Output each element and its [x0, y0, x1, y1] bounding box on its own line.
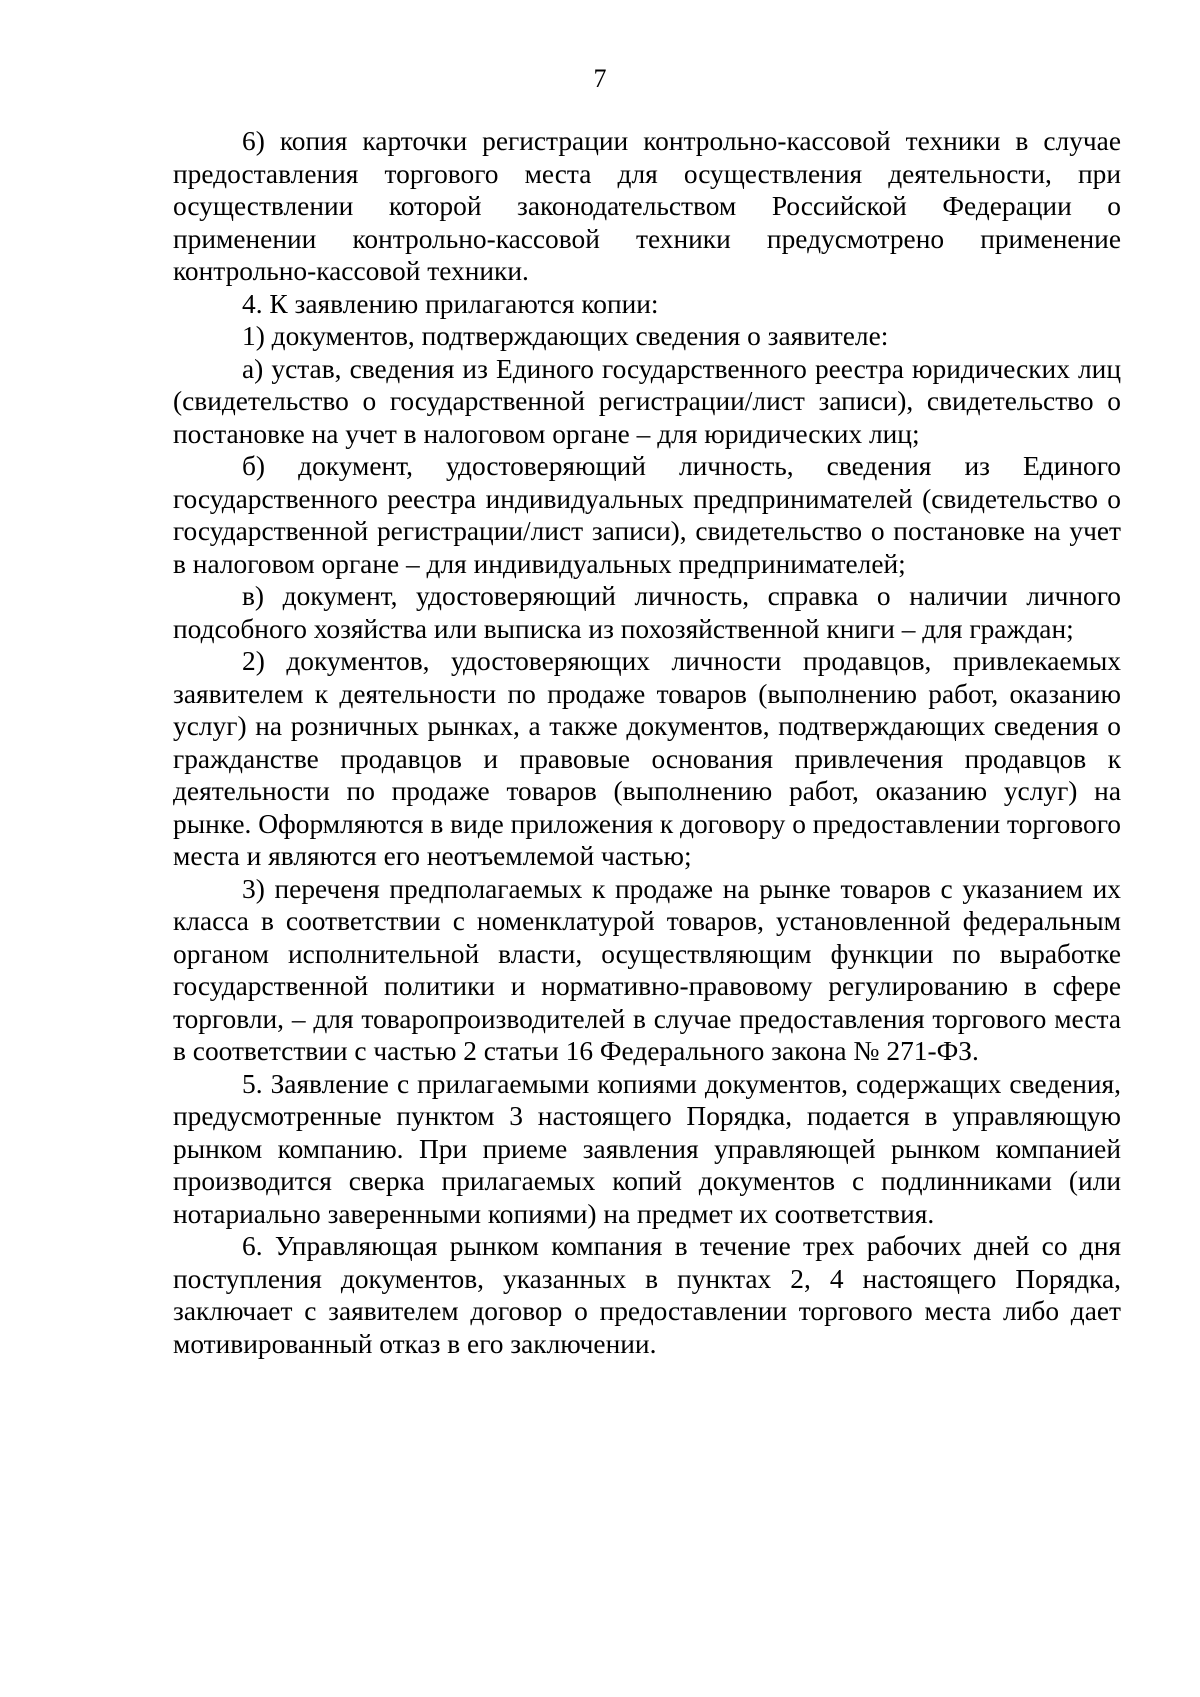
paragraph-section-4: 4. К заявлению прилагаются копии: [242, 288, 659, 319]
paragraph-item-6-kkt-card: 6) копия карточки регистрации контрольно-кассовой техники в случае предоставления торгового места для осуществления деятельности, при осуществлении которой законодательством Российской Федерации о применении контрольно-кассовой техники предусмотрено применение контрольно-кассовой техники. [173, 126, 1121, 286]
paragraph-subitem-a: а) устав, сведения из Единого государственного реестра юридических лиц (свидетельство о государственной регистрации/лист записи), свидетельство о постановке на учет в налоговом органе – для юридических лиц; [173, 353, 1121, 449]
document-body [173, 125, 1121, 1360]
paragraph-section-6: 6. Управляющая рынком компания в течение трех рабочих дней со дня поступления документов, указанных в пунктах 2, 4 настоящего Порядка, заключает с заявителем договор о предоставлении торгового места либо дает мотивированный отказ в его заключении. [173, 1231, 1121, 1359]
paragraph-item-1: 1) документов, подтверждающих сведения о заявителе: [242, 321, 889, 351]
paragraph-item-2: 2) документов, удостоверяющих личности продавцов, привлекаемых заявителем к деятельности по продаже товаров (выполнению работ, оказанию услуг) на розничных рынках, а также документов, подтверждающих сведения о гражданстве продавцов и правовые основания привлечения продавцов к деятельности по продаже товаров (выполнению работ, оказанию услуг) на рынке. Оформляются в виде приложения к договору о предоставлении торгового места и являются его неотъемлемой частью; [173, 646, 1121, 871]
paragraph-section-5: 5. Заявление с прилагаемыми копиями документов, содержащих сведения, предусмотренные пунктом 3 настоящего Порядка, подается в управляющую рынком компанию. При приеме заявления управляющей рынком компанией производится сверка прилагаемых копий документов с подлинниками (или нотариально заверенными копиями) на предмет их соответствия. [173, 1068, 1121, 1229]
paragraph-subitem-b: б) документ, удостоверяющий личность, сведения из Единого государственного реестра индивидуальных предпринимателей (свидетельство о государственной регистрации/лист записи), свидетельство о постановке на учет в налоговом органе – для индивидуальных предпринимателей; [173, 451, 1121, 579]
page-number: 7 [593, 64, 607, 93]
paragraph-item-3: 3) переченя предполагаемых к продаже на рынке товаров с указанием их класса в соответствии с номенклатурой товаров, установленной федеральным органом исполнительной власти, осуществляющим функции по выработке государственной политики и нормативно-правовому регулированию в сфере торговли, – для товаропроизводителей в случае предоставления торгового места в соответствии с частью 2 статьи 16 Федерального закона № 271-ФЗ. [173, 873, 1121, 1066]
paragraph-subitem-v: в) документ, удостоверяющий личность, справка о наличии личного подсобного хозяйства или выписка из похозяйственной книги – для граждан; [173, 581, 1121, 644]
